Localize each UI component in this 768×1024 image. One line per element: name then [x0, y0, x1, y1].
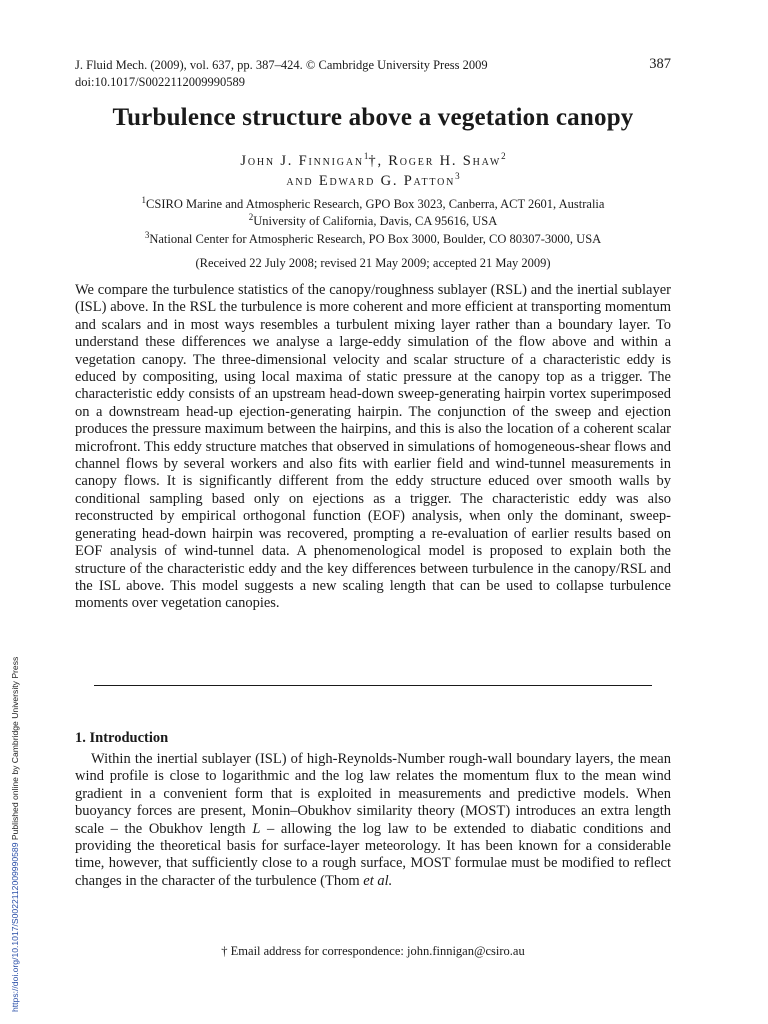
intro-text: Within the inertial sublayer (ISL) of high-Reynolds-Number rough-wall boundary layers, the mean wind profile is close to logarithmic and the log law relates the momentum flux to the mean wind gradient in a convenient form that is exploited in measurements and predictive models. When buoyancy forces are present, Monin–Obukhov similarity theory (MOST) introduces an extra length scale – the Obukhov length — [75, 751, 671, 837]
obukhov-length-symbol: L — [252, 820, 261, 837]
author-affiliation-mark: 1 — [363, 151, 369, 161]
vertical-doi-strip — [10, 657, 20, 1012]
section-divider — [94, 685, 652, 686]
paper-title: Turbulence structure above a vegetation canopy — [112, 104, 634, 131]
footnote: † Email address for correspondence: john.finnigan@csiro.au — [221, 944, 525, 958]
author-name: Roger H. Shaw — [388, 152, 502, 169]
affiliation-3 — [0, 230, 746, 247]
journal-citation: J. Fluid Mech. (2009), vol. 637, pp. 387–424. © Cambridge University Press 2009 — [75, 58, 488, 72]
doi-link[interactable]: https://doi.org/10.1017/S0022112009990589 — [10, 842, 20, 1012]
intro-text: – allowing the log law to be extended to diabatic conditions and providing the theoretical basis for surface-layer meteorology. It has been known for a considerable time, however, that sufficiently close to a rough surface, MOST formulae must be modified to reflect changes in the character of the turbulence (Thom — [75, 820, 671, 889]
author-conjunction: and — [286, 172, 319, 189]
received-dates: (Received 22 July 2008; revised 21 May 2009; accepted 21 May 2009) — [195, 256, 551, 270]
abstract: We compare the turbulence statistics of the canopy/roughness sublayer (RSL) and the inertial sublayer (ISL) above. In the RSL the turbulence is more coherent and more efficient at transporting momentum and scalars and in most ways resembles a turbulent mixing layer rather than a boundary layer. To understand these differences we analyse a large-eddy simulation of the flow above and within a vegetation canopy. The three-dimensional velocity and scalar structure of a characteristic eddy is educed by compositing, using local maxima of static pressure at the canopy top as a trigger. The characteristic eddy consists of an upstream head-down sweep-generating hairpin vortex superimposed on a downstream head-up ejection-generating hairpin. The conjunction of the sweep and ejection produces the pressure maximum between the hairpins, and this is also the location of a coherent scalar microfront. This eddy structure matches that observed in simulations of homogeneous-shear flows and channel flows by several workers and also fits with earlier field and wind-tunnel measurements in canopy flows. It is significantly different from the eddy structure educed over smooth walls by conditional sampling based only on ejections as a trigger. The characteristic eddy was also reconstructed by empirical orthogonal function (EOF) analysis, when only the dominant, sweep-generating head-down hairpin was recovered, prompting a re-evaluation of earlier results based on EOF analysis of wind-tunnel data. A phenomenological model is proposed to explain both the structure of the characteristic eddy and the key differences between turbulence in the canopy/RSL and the ISL above. This model suggests a new scaling length that can be used to collapse turbulence moments over vegetation canopies. — [75, 282, 671, 612]
affiliation-1 — [0, 195, 746, 212]
correspondence-mark: † — [368, 152, 378, 169]
affiliation-mark: 1 — [141, 195, 147, 205]
intro-paragraph — [75, 751, 671, 890]
affiliation-text: University of California, Davis, CA 95616, USA — [253, 214, 498, 229]
affiliation-text: CSIRO Marine and Atmospheric Research, GPO Box 3023, Canberra, ACT 2601, Australia — [146, 197, 605, 212]
affiliation-2 — [0, 212, 746, 229]
affiliation-text: National Center for Atmospheric Research, PO Box 3000, Boulder, CO 80307-3000, USA — [149, 232, 602, 247]
citation-et-al: et al. — [363, 872, 393, 889]
section-heading: 1. Introduction — [75, 730, 169, 746]
published-online-note: Published online by Cambridge University Press — [10, 656, 20, 843]
page-number: 387 — [649, 56, 671, 72]
author-affiliation-mark: 3 — [455, 171, 460, 181]
authors-line-2 — [0, 171, 746, 190]
author-name: John J. Finnigan — [240, 152, 364, 169]
author-affiliation-mark: 2 — [501, 151, 506, 161]
author-separator: , — [377, 152, 389, 169]
doi: doi:10.1017/S0022112009990589 — [75, 75, 246, 89]
author-name: Edward G. Patton — [318, 172, 456, 189]
affiliation-mark: 3 — [144, 230, 150, 240]
affiliation-mark: 2 — [248, 212, 254, 222]
authors-line-1 — [0, 151, 746, 170]
